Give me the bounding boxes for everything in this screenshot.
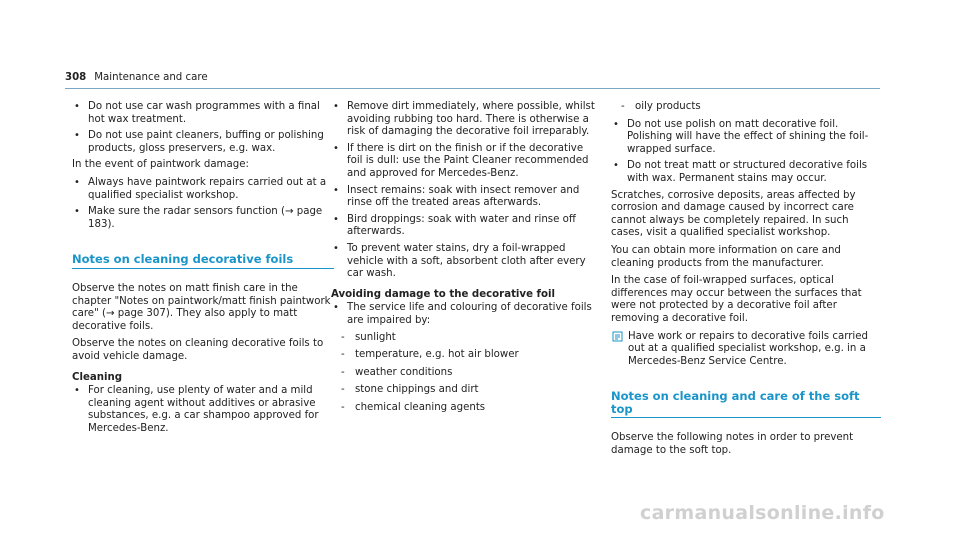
list-item: • Make sure the radar sensors function (→ page 183). xyxy=(72,206,334,231)
header-divider xyxy=(65,88,880,89)
list-item: • For cleaning, use plenty of water and a mild cleaning agent without additives or abrasive substances, e.g. a car shampoo approved for Mercedes-Benz. xyxy=(72,385,334,435)
note-block xyxy=(611,331,881,369)
list-item: • Do not use polish on matt decorative foil. Polishing will have the effect of shining the foil-wrapped surface. xyxy=(611,119,881,157)
column-2 xyxy=(331,101,601,419)
list-item: - weather conditions xyxy=(331,367,601,380)
column-1 xyxy=(72,101,334,439)
note-text: Have work or repairs to decorative foils carried out at a qualified specialist workshop, e.g. in a Mercedes-Benz Service Centre. xyxy=(628,330,868,367)
list-item: • To prevent water stains, dry a foil-wrapped vehicle with a soft, absorbent cloth after every car wash. xyxy=(331,243,601,281)
page-number: 308 xyxy=(65,72,87,83)
paragraph-avoid-damage: Observe the notes on cleaning decorative foils to avoid vehicle damage. xyxy=(72,338,324,362)
heading-decorative-foils: Notes on cleaning decorative foils xyxy=(72,253,334,269)
list-item: • Do not use car wash programmes with a final hot wax treatment. xyxy=(72,101,334,126)
watermark: carmanualsonline.info xyxy=(640,502,885,524)
paragraph-foil-surfaces: In the case of foil-wrapped surfaces, optical differences may occur between the surfaces that were not protected by a decorative foil after removing a decorative foil. xyxy=(611,275,862,324)
service-life-list xyxy=(331,302,601,327)
subheading-cleaning: Cleaning xyxy=(72,371,123,383)
list-item: - oily products xyxy=(611,101,881,114)
page-header xyxy=(65,72,880,85)
column-3 xyxy=(611,101,881,463)
wash-warnings-list xyxy=(72,101,334,155)
paint-damage-intro: In the event of paintwork damage: xyxy=(72,159,249,171)
list-item: • Remove dirt immediately, where possible, whilst avoiding rubbing too hard. There is otherwise a risk of damaging the decorative foil irreparably. xyxy=(331,101,601,139)
paragraph-info: You can obtain more information on care and cleaning products from the manufacturer. xyxy=(611,244,841,269)
polish-warnings-list xyxy=(611,119,881,186)
list-item: - sunlight xyxy=(331,332,601,345)
cleaning-list xyxy=(72,385,334,435)
list-item: • Do not use paint cleaners, buffing or polishing products, gloss preservers, e.g. wax. xyxy=(72,130,334,155)
list-item: - chemical cleaning agents xyxy=(331,402,601,415)
note-icon-graphic xyxy=(612,331,623,342)
list-item: - stone chippings and dirt xyxy=(331,384,601,397)
dirt-removal-list xyxy=(331,101,601,281)
paragraph-scratches: Scratches, corrosive deposits, areas affected by corrosion and damage caused by incorrect care cannot always be completely repaired. In such cases, visit a qualified specialist workshop. xyxy=(611,189,856,239)
note-icon xyxy=(612,331,623,346)
list-item: • The service life and colouring of decorative foils are impaired by: xyxy=(331,302,601,327)
list-item: • Insect remains: soak with insect remover and rinse off the treated areas afterwards. xyxy=(331,185,601,210)
heading-soft-top: Notes on cleaning and care of the soft top xyxy=(611,390,881,418)
paragraph-soft-top: Observe the following notes in order to prevent damage to the soft top. xyxy=(611,432,854,457)
list-item: • Bird droppings: soak with water and rinse off afterwards. xyxy=(331,214,601,239)
impairment-factors-continued xyxy=(611,101,881,114)
section-title: Maintenance and care xyxy=(94,72,208,83)
list-item: - temperature, e.g. hot air blower xyxy=(331,349,601,362)
paragraph-matt-finish: Observe the notes on matt finish care in the chapter "Notes on paintwork/matt finish paintwork care" (→ page 307). They also apply to matt decorative foils. xyxy=(72,282,331,332)
list-item: • If there is dirt on the finish or if the decorative foil is dull: use the Paint Cleaner recommended and approved for Mercedes-Benz. xyxy=(331,143,601,181)
impairment-factors-list xyxy=(331,332,601,415)
paint-damage-list xyxy=(72,177,334,231)
list-item: • Always have paintwork repairs carried out at a qualified specialist workshop. xyxy=(72,177,334,202)
subheading-avoiding-damage: Avoiding damage to the decorative foil xyxy=(331,288,555,300)
list-item: • Do not treat matt or structured decorative foils with wax. Permanent stains may occur. xyxy=(611,160,881,185)
